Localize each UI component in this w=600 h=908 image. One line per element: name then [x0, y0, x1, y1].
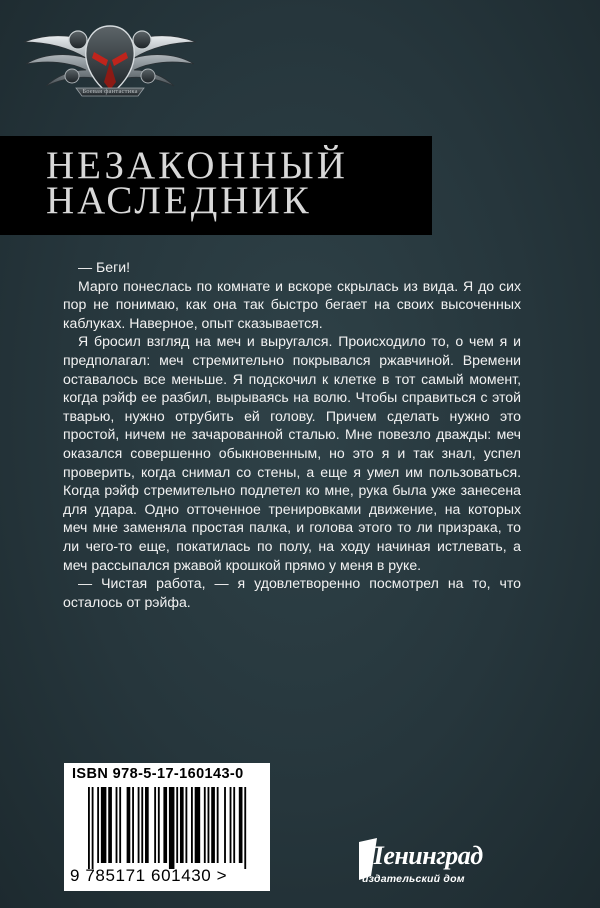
excerpt-paragraph: Марго понеслась по комнате и вскоре скрылась из вида. Я до сих пор не понимаю, как она так быстро бегает на своих высоченных каблуках. Наверное, опыт сказывается. [63, 277, 521, 331]
barcode-bar [169, 787, 175, 869]
barcode-bar [92, 787, 94, 869]
book-title-line-1: НЕЗАКОННЫЙ [46, 144, 348, 187]
barcode-bar [224, 787, 226, 863]
barcode-bar [138, 787, 140, 863]
barcode-bar [97, 787, 99, 863]
barcode-bar [119, 787, 121, 863]
barcode-bar [191, 787, 193, 863]
publisher-subtitle: издательский дом [362, 873, 465, 885]
barcode-bar [239, 787, 243, 863]
barcode-bar [230, 787, 232, 863]
barcode-bar [244, 787, 246, 869]
barcode-bar [158, 787, 160, 863]
barcode-bar [217, 787, 219, 863]
barcode-bar [154, 787, 156, 863]
excerpt-paragraph: — Беги! [78, 259, 131, 275]
book-title-line-2: НАСЛЕДНИК [46, 179, 312, 222]
barcode-bar [132, 787, 134, 863]
barcode-bar [127, 787, 131, 863]
barcode-icon [88, 787, 248, 869]
excerpt-paragraph: Я бросил взгляд на меч и выругался. Происходило то, о чем я и предполагал: меч стремительно покрывался ржавчиной. Времени оставалось все меньше. Я подскочил к клетке в тот самый момент, когда рэйф ее разбил, вырываясь на волю. Чтобы справиться с этой тварью, нужно отрубить ей голову. Причем сделать нужно это простой, ничем не зачарованной сталью. Мне повезло дважды: меч оказался совершенно обыкновенным, но это я и так знал, успел проверить, когда снимал со стены, а еще я умел им пользоваться. Когда рэйф стремительно подлетел ко мне, рука была уже занесена для удара. Одно отточенное тренировками движение, на которых меч мне заменяла простая палка, и голова этого то ли призрака, то ли чего-то еще, покатилась по полу, на ходу начиная истлевать, а меч рассыпался ржавой крошкой прямо у меня в руке. [63, 333, 521, 573]
barcode-bar [233, 787, 235, 863]
barcode-bar [101, 787, 107, 863]
barcode-bar [88, 787, 90, 869]
publisher-name: Ленинград [366, 841, 483, 870]
isbn-label: ISBN 978-5-17-160143-0 [72, 766, 244, 782]
barcode-bar [211, 787, 215, 863]
barcode-bar [208, 787, 210, 863]
barcode-bar [145, 787, 149, 863]
barcode-bar [180, 787, 184, 863]
series-caption: Боевая фантастика [82, 88, 138, 95]
barcode-bar [176, 787, 178, 863]
barcode-bar [204, 787, 206, 863]
barcode-bar [163, 787, 167, 863]
barcode-digits: 9 785171 601430 > [70, 866, 228, 885]
barcode-bar [108, 787, 112, 863]
excerpt-paragraph: — Чистая работа, — я удовлетворенно посмотрел на то, что осталось от рэйфа. [63, 575, 521, 610]
barcode-bar [185, 787, 187, 863]
winged-helmet-icon [20, 12, 200, 110]
barcode-bar [141, 787, 143, 863]
barcode-bar [116, 787, 118, 863]
barcode-bar [195, 787, 201, 863]
book-excerpt [63, 258, 521, 611]
